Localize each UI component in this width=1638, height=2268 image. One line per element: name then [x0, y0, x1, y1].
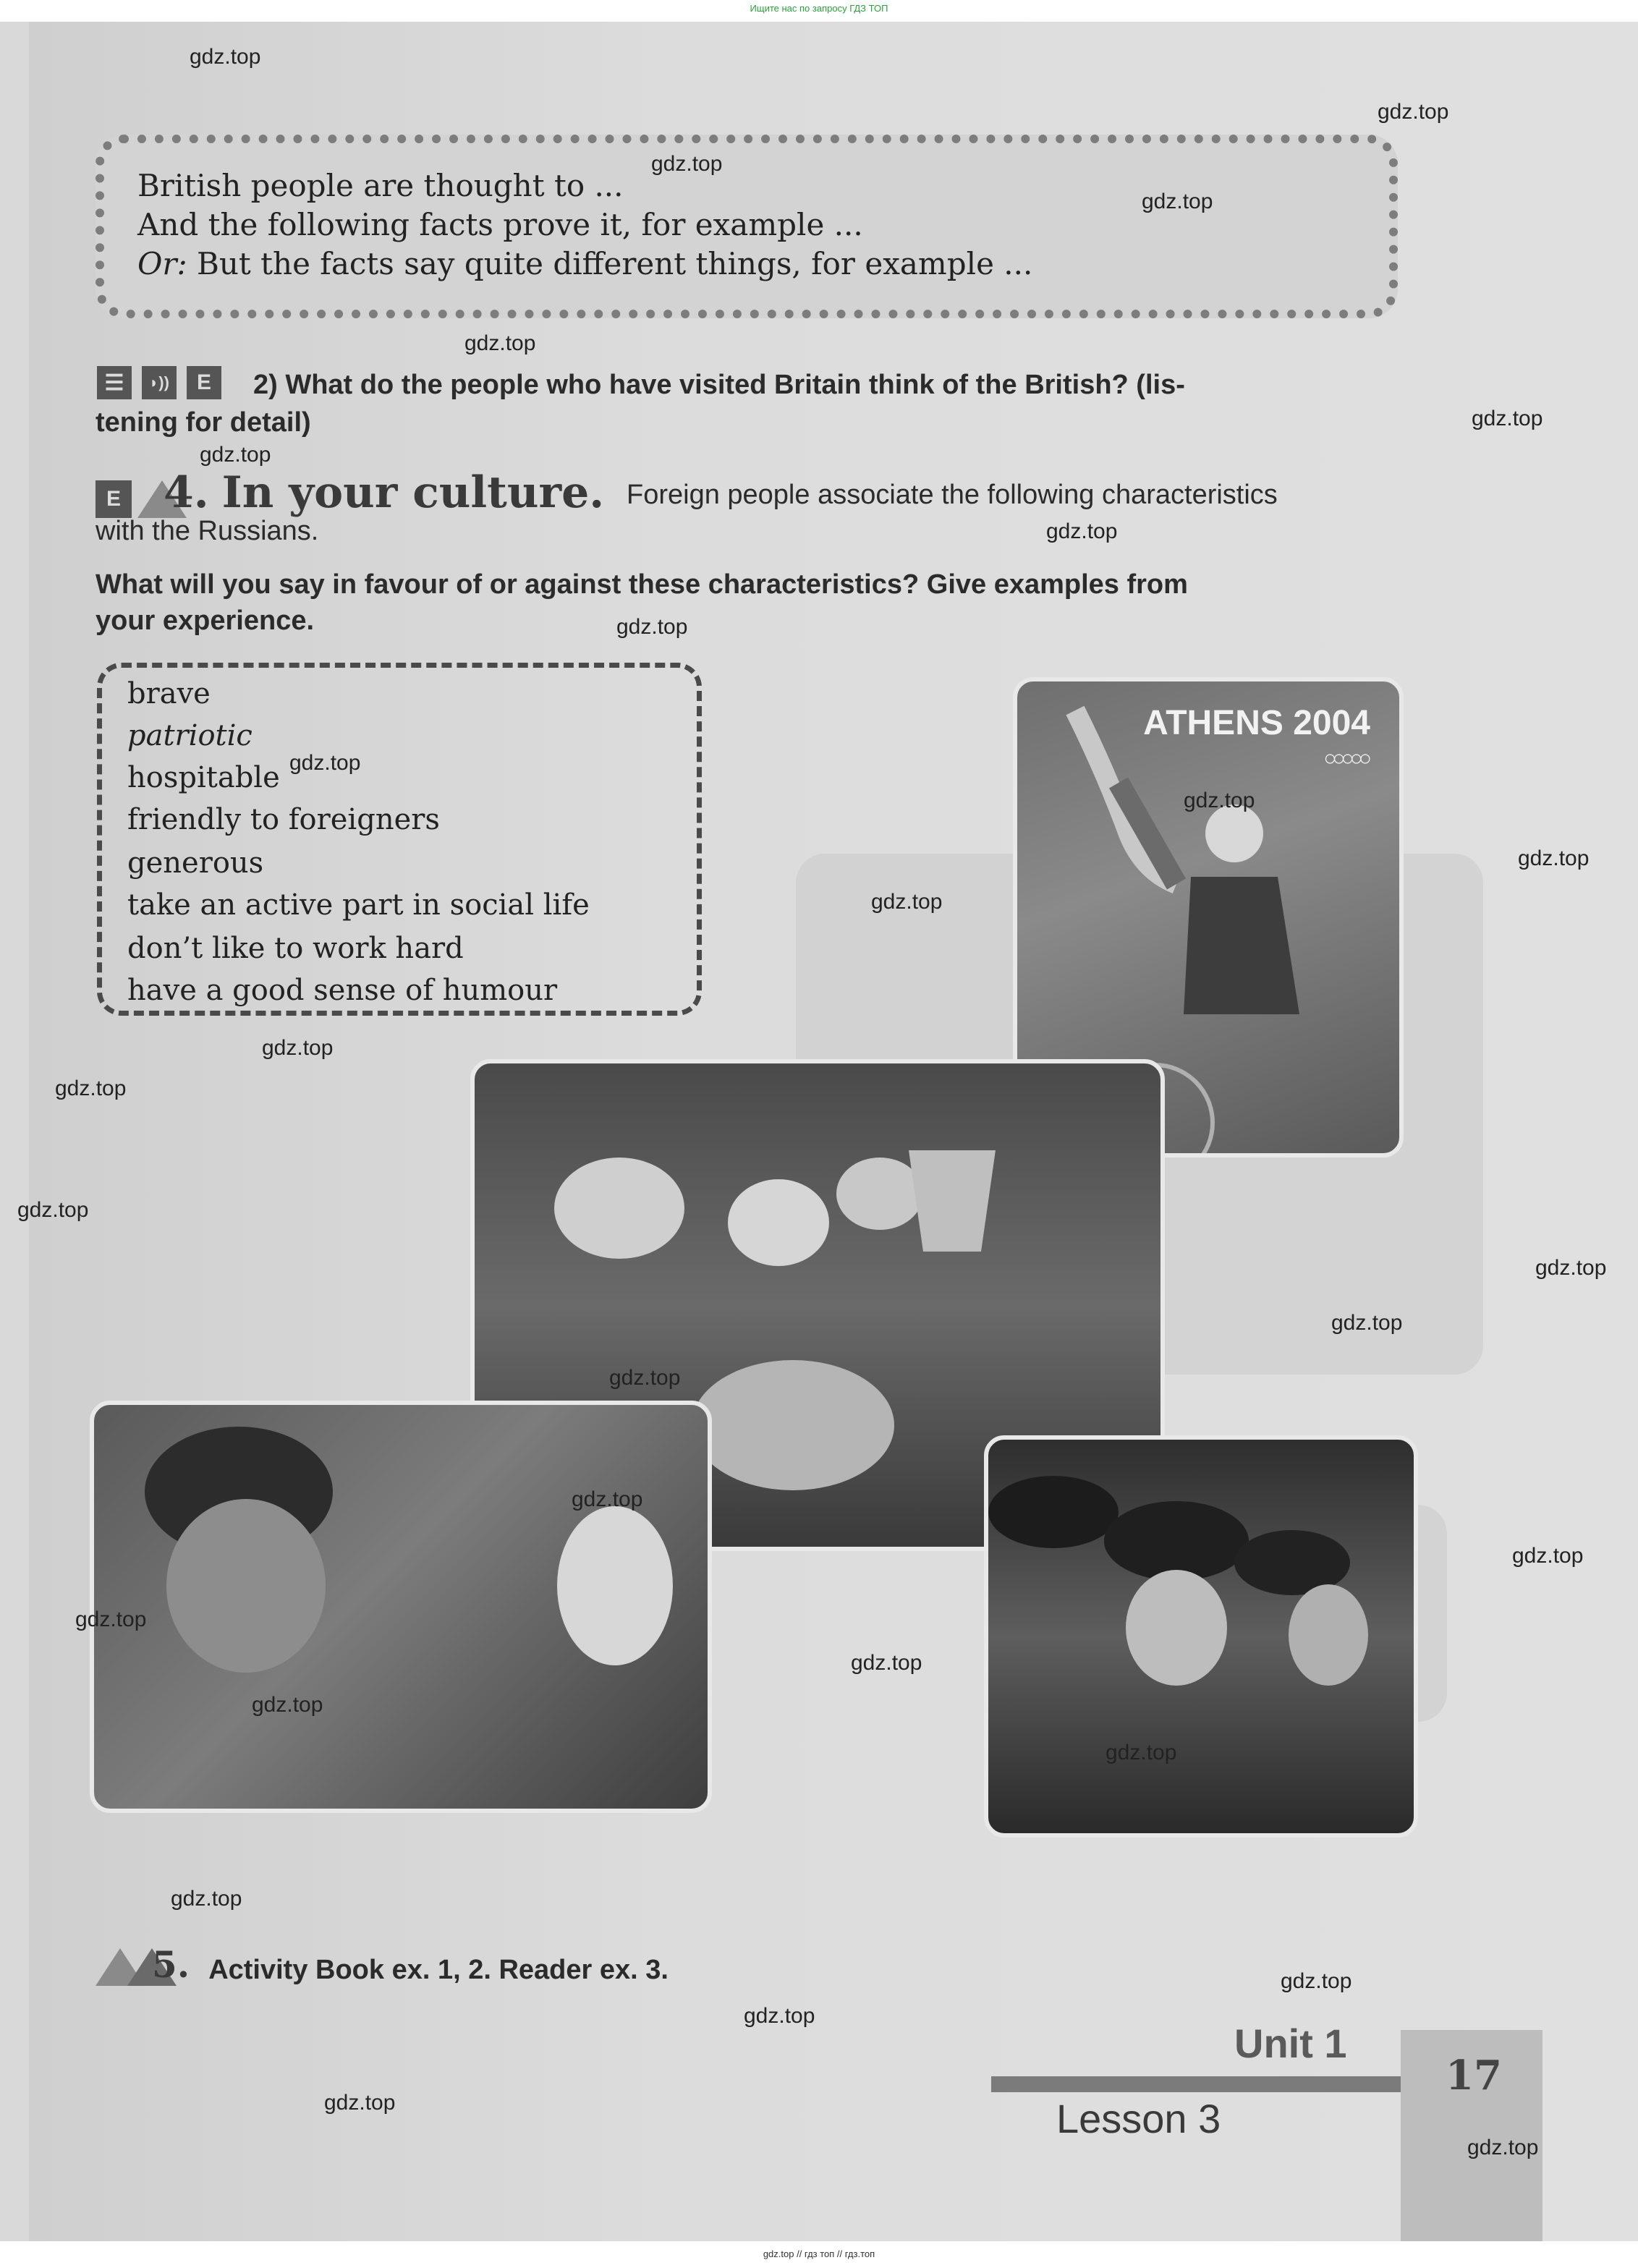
cap-shape: [554, 1158, 684, 1259]
watermark: gdz.top: [171, 1887, 242, 1911]
exercise-5-number: 5.: [152, 1943, 190, 1986]
characteristic-item: take an active part in social life: [127, 888, 590, 922]
exercise-4-title: In your culture.: [221, 467, 605, 518]
watermark: gdz.top: [1331, 1311, 1403, 1335]
watermark: gdz.top: [1184, 789, 1255, 812]
lesson-label: Lesson 3: [1056, 2096, 1221, 2141]
phrase-or-label: Or:: [137, 246, 187, 281]
watermark: gdz.top: [616, 615, 688, 639]
watermark: gdz.top: [1512, 1544, 1584, 1568]
watermark: gdz.top: [651, 152, 723, 176]
face-shape: [1289, 1584, 1368, 1686]
watermark: gdz.top: [200, 443, 271, 467]
face-shape: [166, 1499, 326, 1673]
unit-label: Unit 1: [1234, 2021, 1347, 2066]
phrase-line-1: British people are thought to ...: [137, 168, 624, 203]
text-icon: ☰: [97, 366, 132, 399]
page-number: 17: [1446, 2052, 1502, 2099]
soldiers-illustration: [988, 1440, 1414, 1833]
phrase-line-3: [137, 246, 1032, 281]
characteristic-item: friendly to foreigners: [127, 803, 440, 836]
kokoshnik-shape: [909, 1150, 996, 1252]
exercise-4-heading: [96, 467, 604, 518]
phrase-line-3-text: But the facts say quite different things, for example ...: [187, 246, 1033, 281]
characteristic-item: have a good sense of humour: [127, 974, 558, 1007]
watermark: gdz.top: [1518, 846, 1590, 870]
glowing-object-shape: [557, 1506, 673, 1665]
phrase-line-2: And the following facts prove it, for example ...: [137, 207, 863, 242]
characteristic-item: hospitable: [127, 761, 280, 794]
watermark: gdz.top: [572, 1487, 643, 1511]
watermark: gdz.top: [17, 1198, 89, 1222]
jersey-shape: [1184, 877, 1299, 1014]
exercise-5: [96, 1943, 669, 1986]
watermark: gdz.top: [1472, 407, 1543, 430]
watermark: gdz.top: [190, 45, 261, 69]
audio-icon: ◗)): [142, 366, 177, 399]
watermark: gdz.top: [262, 1036, 334, 1060]
characteristic-item: patriotic: [127, 719, 253, 752]
watermark: gdz.top: [1106, 1741, 1177, 1764]
watermark: gdz.top: [1467, 2136, 1539, 2159]
watermark: gdz.top: [324, 2091, 396, 2115]
photo-worker: [90, 1401, 712, 1813]
bottom-note: gdz.top // гдз топ // гдз.топ: [763, 2248, 875, 2259]
watermark: gdz.top: [75, 1607, 147, 1631]
exercise-4-intro-line-1: Foreign people associate the following characteristics: [627, 480, 1278, 510]
cap-shape: [836, 1158, 923, 1230]
watermark: gdz.top: [464, 331, 536, 355]
watermark: gdz.top: [851, 1651, 922, 1675]
exercise-2-line-2: tening for detail): [96, 407, 311, 438]
exercise-4-question-line-2: your experience.: [96, 606, 315, 636]
watermark: gdz.top: [55, 1076, 127, 1100]
watermark: gdz.top: [871, 890, 943, 914]
top-note: Ищите нас по запросу ГДЗ ТОП: [750, 3, 888, 14]
watermark: gdz.top: [744, 2004, 815, 2028]
athens-caption: ATHENS 2004: [1143, 704, 1370, 742]
exercise-4-number: 4.: [164, 467, 209, 518]
face-shape: [1126, 1570, 1227, 1686]
watermark: gdz.top: [1046, 519, 1118, 543]
watermark: gdz.top: [1281, 1969, 1352, 1993]
exercise-4-intro-line-2: with the Russians.: [96, 516, 319, 546]
helmet-shape: [1205, 804, 1263, 862]
exercise-e-icon: E: [187, 366, 221, 399]
bread-shape: [692, 1360, 894, 1490]
worker-illustration: [94, 1405, 708, 1809]
watermark: gdz.top: [1535, 1256, 1607, 1280]
watermark: gdz.top: [1378, 100, 1449, 124]
cap-shape: [728, 1179, 829, 1266]
peaked-cap-shape: [1104, 1501, 1249, 1581]
exercise-4-question-line-1: What will you say in favour of or against these characteristics? Give examples from: [96, 569, 1188, 600]
exercise-e-icon: E: [96, 480, 132, 518]
peaked-cap-shape: [988, 1476, 1119, 1548]
exercise-2-icons: [97, 366, 221, 399]
exercise-5-text: Activity Book ex. 1, 2. Reader ex. 3.: [208, 1955, 669, 1985]
characteristic-item: generous: [127, 846, 264, 880]
exercise-2-line-1: 2) What do the people who have visited Britain think of the British? (lis-: [253, 370, 1185, 400]
photo-soldiers: [984, 1435, 1418, 1838]
watermark: gdz.top: [1142, 190, 1213, 213]
characteristic-item: brave: [127, 677, 211, 710]
watermark: gdz.top: [252, 1693, 323, 1717]
watermark: gdz.top: [609, 1366, 681, 1390]
olympic-rings-icon: ○○○○○: [1323, 747, 1367, 770]
watermark: gdz.top: [289, 751, 361, 775]
footer-rule: [991, 2076, 1404, 2092]
characteristic-item: don’t like to work hard: [127, 932, 464, 965]
